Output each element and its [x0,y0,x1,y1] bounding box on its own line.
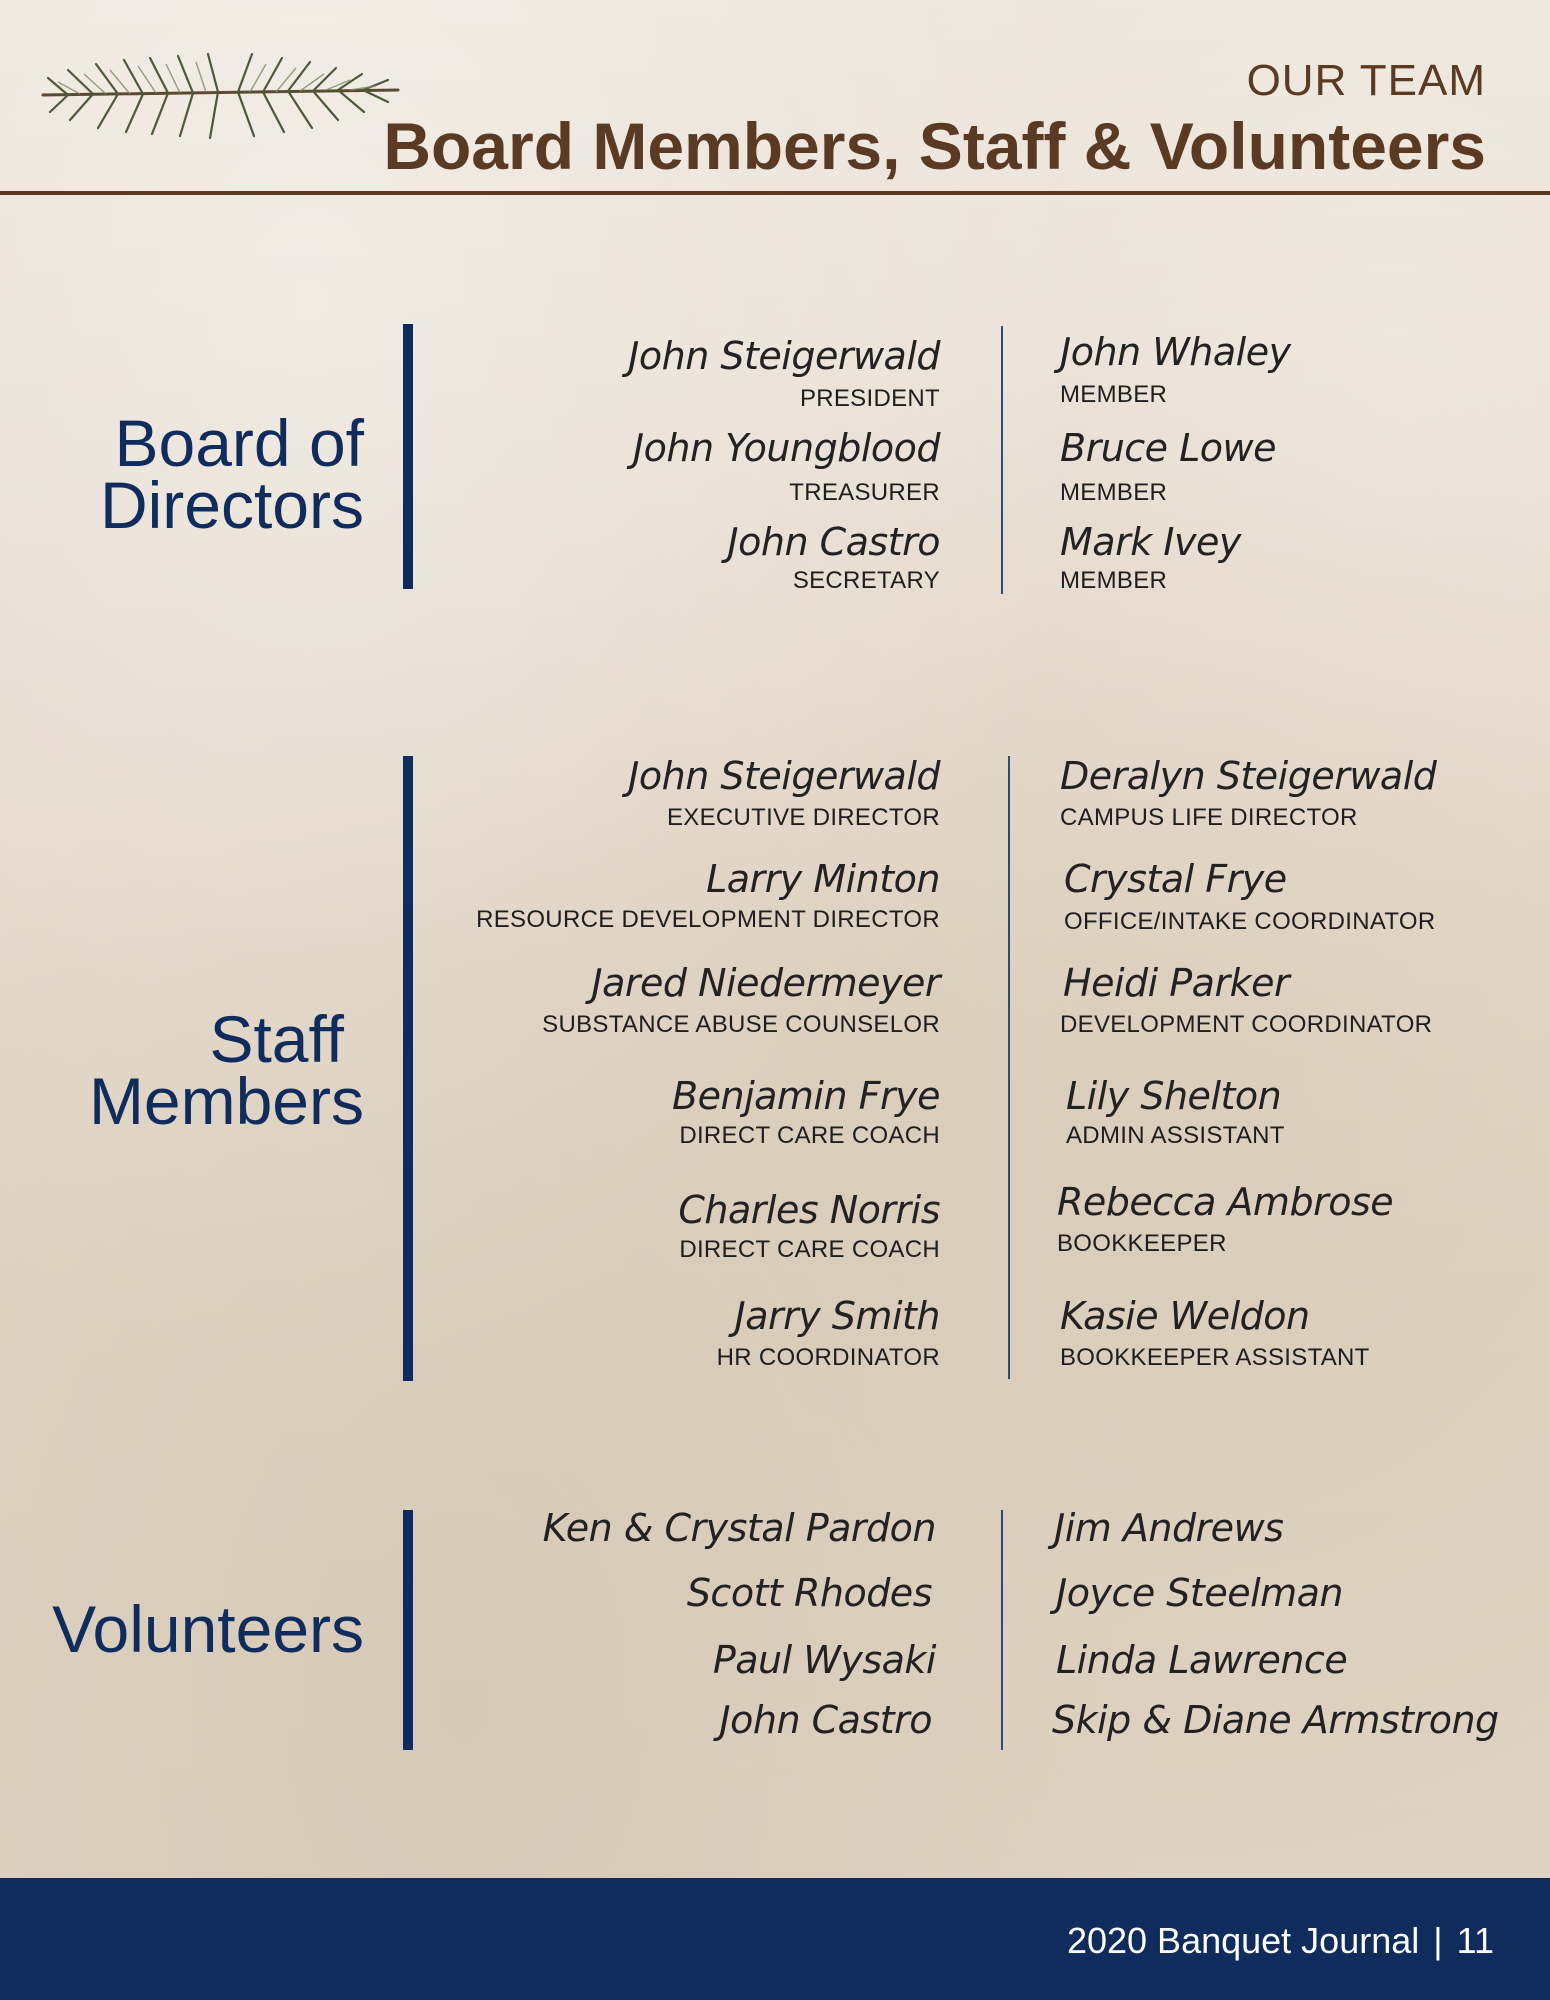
pine-sprig-icon [38,40,403,145]
staff-member-name: Charles Norris [678,1188,940,1232]
page-number: 11 [1456,1920,1494,1961]
staff-member-name: Deralyn Steigerwald [1060,754,1437,798]
staff-member-role: ADMIN ASSISTANT [1066,1122,1285,1149]
footer-separator: | [1433,1920,1443,1961]
board-member-name: John Youngblood [632,426,940,470]
volunteer-name: Ken & Crystal Pardon [542,1506,936,1550]
volunteers-section-title: Volunteers [52,1592,364,1666]
staff-member-role: OFFICE/INTAKE COORDINATOR [1064,908,1436,935]
staff-member-name: Lily Shelton [1066,1074,1282,1118]
staff-member-name: Jared Niedermeyer [591,961,940,1005]
staff-member-role: DIRECT CARE COACH [679,1122,940,1149]
journal-title: 2020 Banquet Journal [1066,1920,1420,1961]
board-member-role: MEMBER [1060,381,1168,408]
staff-member-role: CAMPUS LIFE DIRECTOR [1060,804,1358,831]
board-member-name: John Castro [727,520,940,564]
header-divider [0,191,1550,195]
board-member-name: Bruce Lowe [1060,426,1277,470]
section-eyebrow: OUR TEAM [1246,56,1486,105]
volunteer-name: Joyce Steelman [1056,1571,1344,1615]
volunteer-name: Skip & Diane Armstrong [1052,1698,1499,1742]
volunteer-name: John Castro [719,1698,932,1742]
volunteer-name: Scott Rhodes [686,1571,932,1615]
staff-member-name: Jarry Smith [734,1294,940,1338]
volunteer-name: Paul Wysaki [712,1638,936,1682]
staff-member-name: Kasie Weldon [1060,1294,1310,1338]
staff-member-name: Rebecca Ambrose [1057,1180,1394,1224]
staff-member-name: Crystal Frye [1064,857,1287,901]
staff-member-role: RESOURCE DEVELOPMENT DIRECTOR [476,906,940,933]
staff-member-role: EXECUTIVE DIRECTOR [667,804,940,831]
staff-section-title: Staff Members [88,1002,364,1138]
staff-member-role: BOOKKEEPER [1057,1230,1227,1257]
board-member-role: PRESIDENT [799,385,940,412]
staff-member-role: HR COORDINATOR [716,1344,940,1371]
staff-member-name: Heidi Parker [1063,961,1290,1005]
board-member-role: MEMBER [1060,479,1168,506]
board-column-divider [1001,326,1003,594]
board-member-name: John Steigerwald [628,334,940,378]
volunteers-column-divider [1001,1510,1003,1750]
board-member-name: John Whaley [1060,330,1291,374]
footer-text [1067,1920,1494,1962]
staff-accent-bar [403,756,413,1381]
volunteer-name: Jim Andrews [1054,1506,1284,1550]
board-member-role: SECRETARY [792,567,940,594]
page-title: Board Members, Staff & Volunteers [383,109,1486,183]
board-member-name: Mark Ivey [1060,520,1241,564]
staff-member-name: John Steigerwald [628,754,940,798]
board-member-role: MEMBER [1060,567,1168,594]
board-section-title: Board of Directors [99,406,364,542]
staff-column-divider [1008,756,1010,1379]
board-accent-bar [403,324,413,589]
staff-member-name: Larry Minton [706,857,940,901]
volunteer-name: Linda Lawrence [1056,1638,1348,1682]
staff-member-role: SUBSTANCE ABUSE COUNSELOR [542,1011,940,1038]
board-member-role: TREASURER [789,479,940,506]
staff-member-name: Benjamin Frye [672,1074,940,1118]
volunteers-accent-bar [403,1510,413,1750]
staff-member-role: DIRECT CARE COACH [679,1236,940,1263]
staff-member-role: DEVELOPMENT COORDINATOR [1060,1011,1433,1038]
page-footer [0,1878,1550,2000]
page-header [0,0,1550,196]
staff-member-role: BOOKKEEPER ASSISTANT [1060,1344,1370,1371]
